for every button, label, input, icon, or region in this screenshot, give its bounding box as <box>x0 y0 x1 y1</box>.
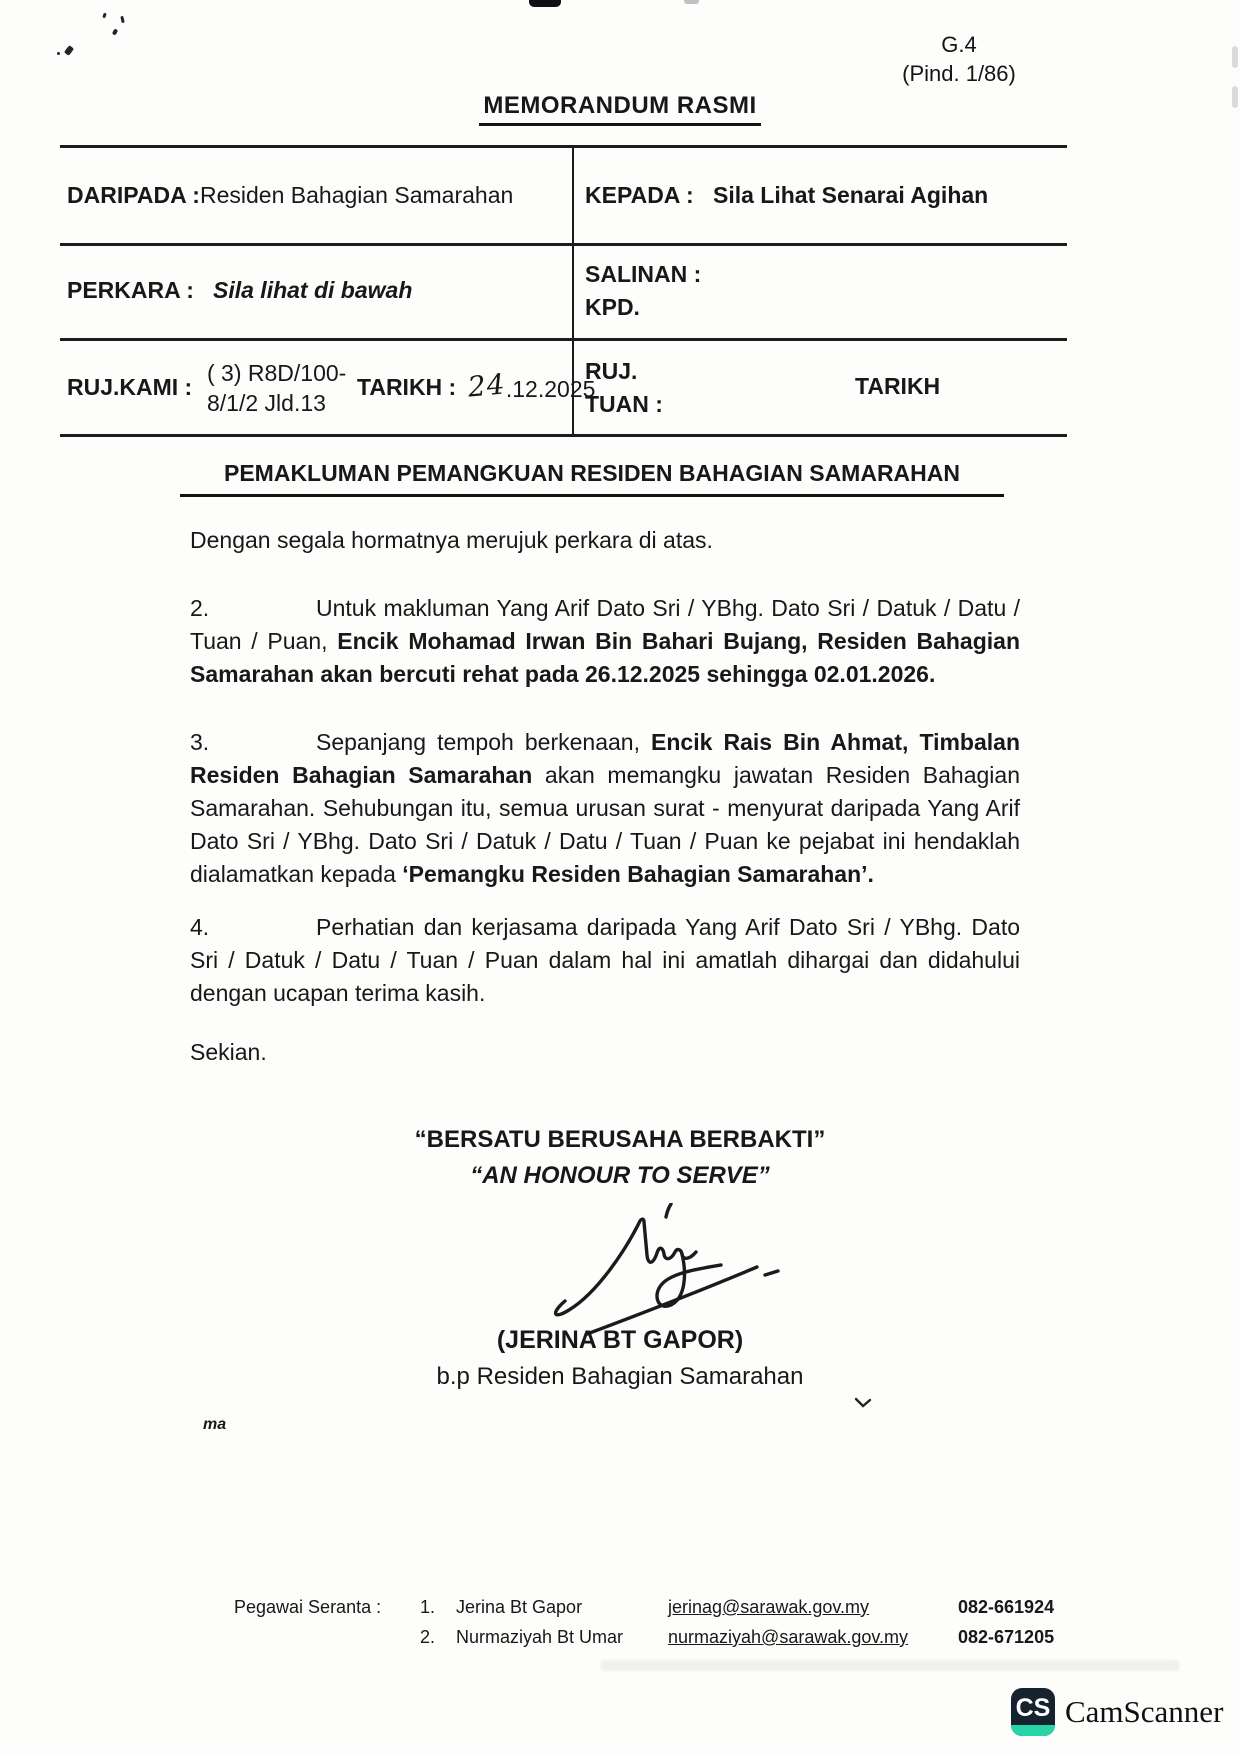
contact-2-phone: 082-671205 <box>958 1627 1055 1647</box>
paragraph-4-number: 4. <box>190 914 210 940</box>
ruj-tuan-line2: TUAN : <box>585 390 663 417</box>
ruj-kami-label: RUJ.KAMI : <box>67 374 193 400</box>
ink-speck <box>57 52 60 55</box>
signatory-capacity: b.p Residen Bahagian Samarahan <box>436 1363 804 1390</box>
memo-title: MEMORANDUM RASMI <box>0 92 1240 126</box>
signature-ink <box>545 1203 785 1341</box>
motto-line-1: “BERSATU BERUSAHA BERBAKTI” <box>414 1126 826 1153</box>
memo-body <box>190 524 1020 1104</box>
closing-sekian: Sekian. <box>190 1039 267 1065</box>
paragraph-2-number: 2. <box>190 595 210 621</box>
motto-line-2: “AN HONOUR TO SERVE” <box>470 1162 770 1189</box>
perkara-label: PERKARA : <box>67 277 194 303</box>
paragraph-3: 3. Sepanjang tempoh berkenaan, Encik Rais Bin Ahmat, Timbalan Residen Bahagian Samarahan akan memangku jawatan Residen Bahagian Samarahan. Sehubungan itu, semua urusan surat - menyurat daripada Yang Arif Dato Sri / YBhg. Dato Sri / Datuk / Datu / Tuan / Puan ke pejabat ini hendaklah dialamatkan kepada ‘Pemangku Residen Bahagian Samarahan’. <box>190 726 1020 891</box>
ink-speck <box>64 45 74 56</box>
ink-speck <box>120 16 124 23</box>
field-kepada <box>585 148 988 243</box>
ink-speck <box>112 28 118 35</box>
stray-tick-mark <box>854 1396 872 1409</box>
contact-1-phone: 082-661924 <box>958 1597 1055 1617</box>
contact-2-email: nurmaziyah@sarawak.gov.my <box>668 1627 909 1647</box>
paragraph-4: 4. Perhatian dan kerjasama daripada Yang Arif Dato Sri / YBhg. Dato Sri / Datuk / Datu / Tuan / Puan dalam hal ini amatlah dihargai dan didahului dengan ucapan terima kasih. <box>190 911 1020 1010</box>
tarikh-value: 24.12.2025 <box>466 367 596 404</box>
tarikh-label: TARIKH : <box>357 374 457 400</box>
scan-artifact <box>684 0 699 4</box>
contact-1-name: Jerina Bt Gapor <box>456 1597 583 1617</box>
camscanner-icon <box>1011 1688 1055 1736</box>
field-ruj-kami <box>67 338 595 437</box>
daripada-value: Residen Bahagian Samarahan <box>200 182 514 208</box>
signatory-name: (JERINA BT GAPOR) <box>496 1326 744 1354</box>
field-ruj-tuan <box>585 338 663 437</box>
paragraph-2: 2. Untuk makluman Yang Arif Dato Sri / YBhg. Dato Sri / Datuk / Datu / Tuan / Puan, Encik Mohamad Irwan Bin Bahari Bujang, Residen Bahagian Samarahan akan bercuti rehat pada 26.12.2025 sehingga 02.01.2026. <box>190 592 1020 691</box>
scan-artifact <box>1232 46 1238 68</box>
kepada-label: KEPADA : <box>585 182 694 208</box>
paragraph-1: Dengan segala hormatnya merujuk perkara di atas. <box>190 527 713 553</box>
daripada-label: DARIPADA : <box>67 182 200 208</box>
contact-2-number: 2. <box>420 1627 436 1647</box>
clerk-initials: ma <box>203 1416 227 1433</box>
scan-artifact <box>529 0 561 7</box>
motto <box>0 1122 1240 1194</box>
form-revision-line: (Pind. 1/86) <box>902 61 1016 86</box>
contact-2-name: Nurmaziyah Bt Umar <box>456 1627 624 1647</box>
paragraph-3-number: 3. <box>190 729 210 755</box>
perkara-value: Sila lihat di bawah <box>213 277 413 303</box>
liaison-officers-label: Pegawai Seranta : <box>234 1597 382 1617</box>
tarikh-handwritten-day: 24 <box>466 367 508 404</box>
scan-artifact <box>600 1660 1180 1671</box>
ink-speck <box>102 13 107 19</box>
memo-header-table <box>60 145 1067 437</box>
contact-1-number: 1. <box>420 1597 436 1617</box>
field-tarikh-right: TARIKH <box>855 373 941 399</box>
salinan-label: SALINAN : <box>585 260 702 287</box>
contact-1-email: jerinag@sarawak.gov.my <box>668 1597 870 1617</box>
field-salinan <box>585 243 701 338</box>
field-daripada <box>67 148 513 243</box>
camscanner-watermark <box>1011 1688 1223 1736</box>
field-perkara <box>67 243 412 338</box>
form-code <box>900 30 1018 88</box>
camscanner-brand-text: CamScanner <box>1065 1694 1224 1729</box>
salinan-kpd: KPD. <box>585 293 640 320</box>
camscanner-icon-letters: CS <box>1015 1694 1051 1722</box>
form-code-line: G.4 <box>941 32 977 57</box>
ruj-tuan-line1: RUJ. <box>585 357 638 384</box>
ruj-kami-value: ( 3) R8D/100- 8/1/2 Jld.13 <box>207 359 347 416</box>
subject-heading: PEMAKLUMAN PEMANGKUAN RESIDEN BAHAGIAN SAMARAHAN <box>0 460 1212 497</box>
kepada-value: Sila Lihat Senarai Agihan <box>713 182 989 208</box>
